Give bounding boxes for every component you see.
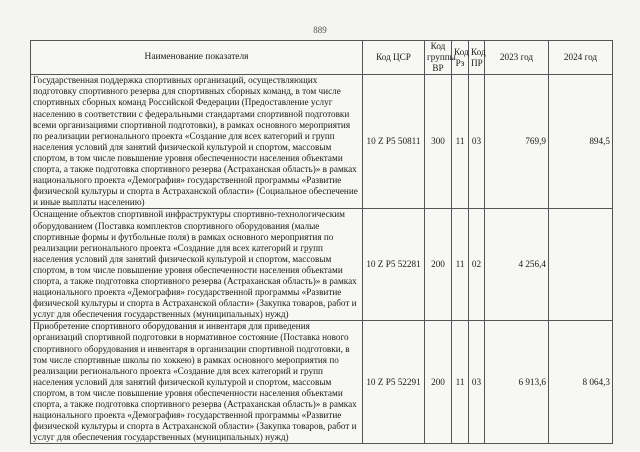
row-pr: 02	[469, 209, 485, 321]
row-csr: 10 Z P5 52281	[363, 209, 425, 321]
row-2023: 769,9	[485, 75, 549, 209]
row-name: Приобретение спортивного оборудования и инвентаря для приведения организаций спортивной подготовки в нормативное состояние (Поставка нового спортивного оборудования и инвентаря в организации спортивной подготовки, в том числе спортивные школы по хоккею) в рамках основного мероприятия по реализации регионального проекта «Создание для всех категорий и групп населения условий для занятий физической культурой и спортом, массовым спортом, в том числе повышение уровня обеспеченности населения объектами спорта, а также подготовка спортивного резерва (Астраханская область)» в рамках национального проекта «Демография» государственной программы «Развитие физической культуры и спорта в Астраханской области» (Закупка товаров, работ и услуг для обеспечения государственных (муниципальных) нужд)	[31, 321, 363, 444]
row-vr: 200	[425, 209, 452, 321]
row-pr: 03	[469, 75, 485, 209]
row-2023: 4 256,4	[485, 209, 549, 321]
row-2024	[549, 209, 613, 321]
row-csr: 10 Z P5 52291	[363, 321, 425, 444]
row-name: Государственная поддержка спортивных организаций, осуществляющих подготовку спортивного резерва для спортивных сборных команд, в том числе спортивных сборных команд Российской Федерации (Предоставление услуг населению в соответствии с федеральными стандартами спортивной подготовки всеми организациями спортивной подготовки), в рамках основного мероприятия по реализации регионального проекта «Создание для всех категорий и групп населения условий для занятий физической культурой и спортом, массовым спортом, в том числе повышение уровня обеспеченности населения объектами спорта, а также подготовка спортивного резерва (Астраханская область)» в рамках национального проекта «Демография» государственной программы «Развитие физической культуры и спорта в Астраханской области» (Социальное обеспечение и иные выплаты населению)	[31, 75, 363, 209]
header-vr: Код группы ВР	[425, 41, 452, 75]
row-vr: 300	[425, 75, 452, 209]
table-row	[31, 321, 613, 444]
row-2024: 8 064,3	[549, 321, 613, 444]
table-header-row	[31, 41, 613, 75]
row-vr: 200	[425, 321, 452, 444]
header-pr: Код ПР	[469, 41, 485, 75]
row-rz: 11	[452, 75, 469, 209]
row-2023: 6 913,6	[485, 321, 549, 444]
row-2024: 894,5	[549, 75, 613, 209]
header-2023: 2023 год	[485, 41, 549, 75]
header-2024: 2024 год	[549, 41, 613, 75]
row-name: Оснащение объектов спортивной инфраструктуры спортивно-технологическим оборудованием (Поставка комплектов спортивного оборудования (малые спортивные формы и футбольные поля) в рамках основного мероприятия по реализации регионального проекта «Создание для всех категорий и групп населения условий для занятий физической культурой и спортом, массовым спортом, в том числе повышение уровня обеспеченности населения объектами спорта, а также подготовка спортивного резерва (Астраханская область)» в рамках национального проекта «Демография» государственной программы «Развитие физической культуры и спорта в Астраханской области» (Закупка товаров, работ и услуг для обеспечения государственных (муниципальных) нужд)	[31, 209, 363, 321]
table-row	[31, 209, 613, 321]
header-rz: Код Рз	[452, 41, 469, 75]
budget-table	[30, 40, 613, 444]
page-number: 889	[313, 25, 327, 35]
header-csr: Код ЦСР	[363, 41, 425, 75]
row-rz: 11	[452, 321, 469, 444]
table-row	[31, 75, 613, 209]
header-name: Наименование показателя	[31, 41, 363, 75]
row-rz: 11	[452, 209, 469, 321]
row-csr: 10 Z P5 50811	[363, 75, 425, 209]
row-pr: 03	[469, 321, 485, 444]
